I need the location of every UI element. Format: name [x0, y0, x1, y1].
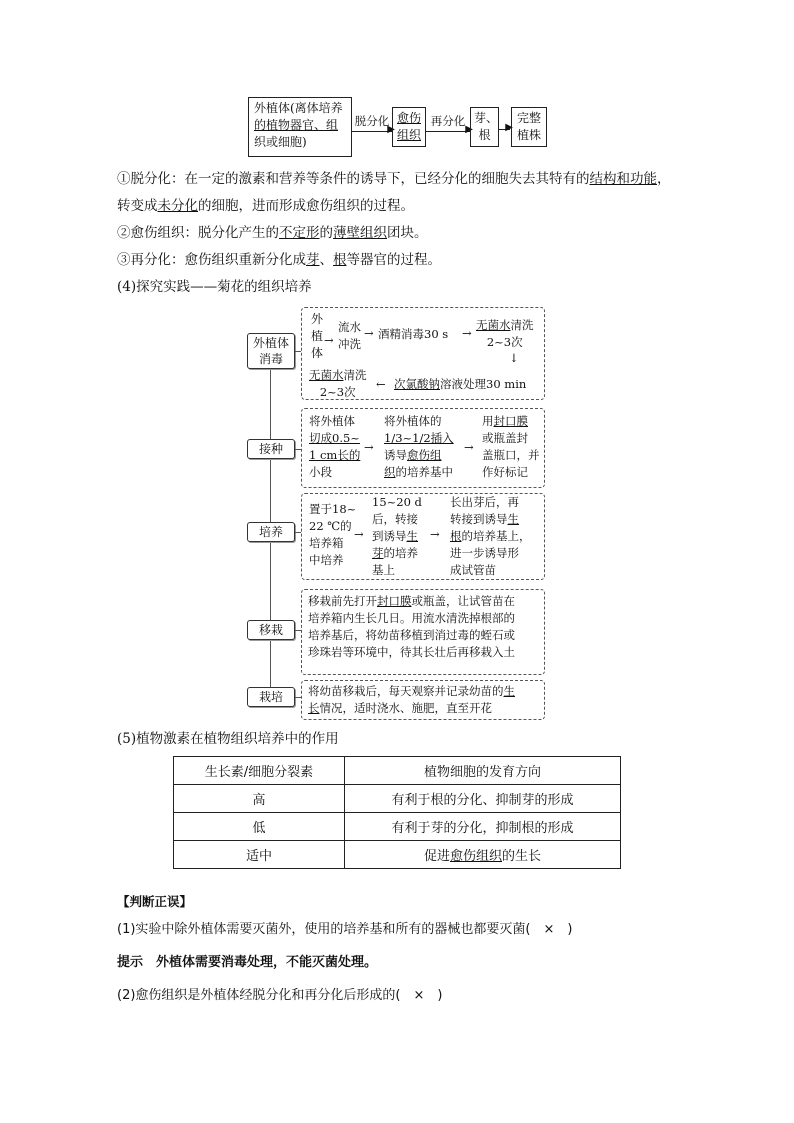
para-callus: ②愈伤组织：脱分化产生的不定形的薄壁组织团块。	[117, 225, 428, 241]
table-row	[174, 841, 621, 869]
para-dedifferentiation-1: ①脱分化：在一定的激素和营养等条件的诱导下，已经分化的细胞失去其特有的结构和功能，	[117, 171, 671, 187]
step-culture-box	[301, 493, 545, 580]
table-header-row	[174, 757, 621, 785]
step-sterilization-label: 外植体 消毒	[247, 333, 295, 369]
arrow-s1-2: →	[364, 326, 374, 340]
table-header: 生长素/细胞分裂素	[174, 757, 345, 785]
sterile-water-1: 无菌水清洗 2~3次	[476, 318, 534, 349]
explant-line-3: 织或细胞)	[254, 135, 307, 149]
arrow-redifferentiation	[426, 113, 473, 135]
arrow-3: ▶	[499, 129, 510, 130]
explant-line-1: 外植体(离体培养	[254, 101, 343, 115]
hormone-table	[173, 756, 621, 869]
table-cell: 高	[174, 785, 345, 813]
table-cell: 有利于根的分化、抑制芽的形成	[345, 785, 621, 813]
step-cultivation-box: 将幼苗移栽后，每天观察并记录幼苗的生 长情况，适时浇水、施肥，直至开花	[301, 680, 545, 720]
culture-incubate: 置于18~ 22 ℃的 培养箱 中培养	[309, 502, 357, 567]
rinse-text: 流水 冲洗	[338, 320, 361, 351]
arrow-s2-1: →	[364, 440, 374, 454]
arrow-label-2: 再分化	[430, 114, 466, 128]
sterile-water-2: 无菌水清洗 2~3次	[309, 368, 367, 399]
para-dedifferentiation-2: 转变成未分化的细胞，进而形成愈伤组织的过程。	[117, 198, 414, 214]
inoc-insert: 将外植体的 1/3~1/2插入 诱导愈伤组 织的培养基中	[384, 414, 454, 479]
explant-vertical: 外 植 体	[311, 312, 324, 360]
flow-box-callus	[392, 107, 426, 147]
flow-box-plant	[511, 107, 547, 147]
judge-q2: (2)愈伤组织是外植体经脱分化和再分化后形成的( × )	[117, 988, 443, 1003]
step-inoculation-label: 接种	[247, 439, 295, 459]
judge-q1: (1)实验中除外植体需要灭菌外，使用的培养基和所有的器械也都要灭菌( × )	[117, 922, 573, 937]
alcohol-text: 酒精消毒30 s	[378, 327, 449, 341]
table-header: 植物细胞的发育方向	[345, 757, 621, 785]
arrow-line-2: ▶	[426, 131, 470, 132]
root-line: 根	[478, 128, 491, 142]
para-redifferentiation: ③再分化：愈伤组织重新分化成芽、根等器官的过程。	[117, 252, 441, 268]
judge-title: 【判断正误】	[117, 894, 193, 909]
arrow-s2-2: →	[464, 440, 474, 454]
table-cell: 低	[174, 813, 345, 841]
plant-line-1: 完整	[516, 111, 541, 125]
hypochlorite-text: 次氯酸钠溶液处理30 min	[394, 377, 527, 391]
arrow-down: ↓	[509, 351, 519, 365]
step-transplant-box: 移栽前先打开封口膜或瓶盖，让试管苗在 培养箱内生长几日。用流水清洗掉根部的 培养基后，将幼苗移植到消过毒的蛭石或 珍珠岩等环境中，待其长壮后再移栽入土	[301, 589, 545, 675]
arrow-s1-3: →	[462, 326, 472, 340]
section-heading-4: (4)探究实践——菊花的组织培养	[117, 279, 312, 295]
arrow-left: ←	[376, 377, 386, 391]
table-row	[174, 785, 621, 813]
arrow-label: 脱分化	[354, 114, 390, 128]
culture-transfer-root: 长出芽后，再 转接到诱导生 根的培养基上， 进一步诱导形 成试管苗	[450, 495, 531, 577]
arrow-s3-1: →	[354, 527, 364, 541]
arrow-s3-2: →	[430, 527, 440, 541]
callus-line-2: 组织	[396, 128, 421, 142]
flow-box-explant	[248, 97, 352, 157]
plant-line-2: 植株	[516, 128, 541, 142]
table-row	[174, 813, 621, 841]
inoc-cut: 将外植体 切成0.5~ 1 cm长的 小段	[309, 414, 361, 479]
step-culture-label: 培养	[247, 522, 295, 542]
arrow-dedifferentiation	[352, 113, 395, 135]
judge-hint: 提示 外植体需要消毒处理，不能灭菌处理。	[117, 955, 378, 970]
step-transplant-label: 移栽	[247, 620, 295, 640]
inoc-seal: 用封口膜 或瓶盖封 盖瓶口，并 作好标记	[482, 414, 540, 479]
table-cell: 有利于芽的分化，抑制根的形成	[345, 813, 621, 841]
flow-box-bud-root	[470, 107, 499, 147]
culture-transfer-bud: 15~20 d 后，转接 到诱导生 芽的培养 基上	[372, 495, 422, 577]
arrow-line: ▶	[352, 131, 392, 132]
step-inoculation-box	[301, 408, 545, 488]
bud-line: 芽、	[474, 111, 499, 125]
table-cell: 适中	[174, 841, 345, 869]
callus-line-1: 愈伤	[396, 111, 421, 125]
table-cell: 促进愈伤组织的生长	[345, 841, 621, 869]
step-cultivation-label: 栽培	[247, 687, 295, 707]
step-sterilization-box	[301, 307, 545, 400]
section-heading-5: (5)植物激素在植物组织培养中的作用	[117, 731, 339, 747]
arrow-s1-1: →	[324, 333, 334, 347]
explant-line-2: 的植物器官、组	[254, 118, 339, 132]
